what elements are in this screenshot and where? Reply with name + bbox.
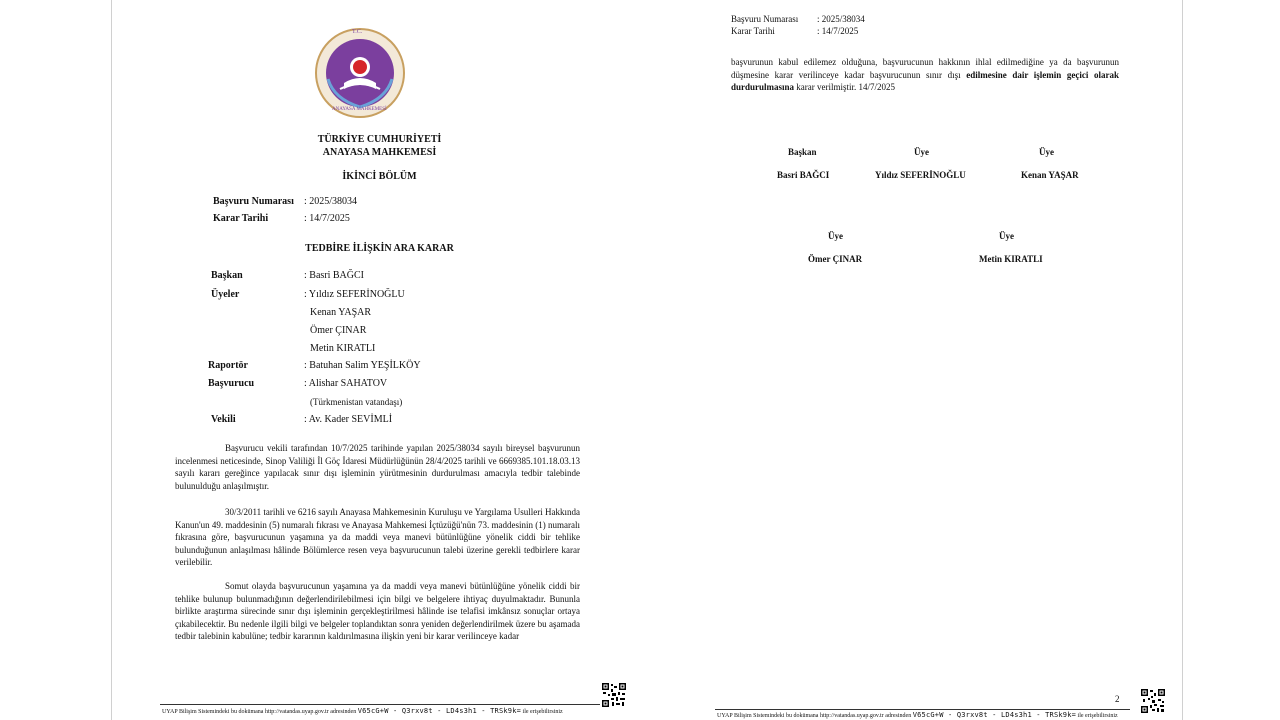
p2-decision-date-label: Karar Tarihi [731, 26, 775, 36]
p2-footer-divider [715, 709, 1130, 710]
application-number-value: : 2025/38034 [304, 196, 358, 207]
paragraph-1: Başvurucu vekili tarafından 10/7/2025 tarihinde yapılan 2025/38034 sayılı bireysel başvurunun incelenmesi neticesinde, Sinop Valiliği İl Göç İdaresi Müdürlüğünün 28/4/2025 tarihli ve 6669385.101.18.03.13 sayılı kararı gereğince yapılacak sınır dışı işleminin yürütmesinin durdurulması amacıyla tedbir talebinde bulunulduğu anlaşılmıştır. [175, 443, 580, 491]
attorney-value: : Av. Kader SEVİMLİ [304, 414, 393, 425]
header-republic: TÜRKİYE CUMHURİYETİ [317, 134, 442, 145]
qr-code-icon [1140, 688, 1166, 714]
signature-name-member-2: Kenan YAŞAR [1021, 170, 1079, 180]
footer-code: V65cG+W - Q3rxv8t - LD4s3h1 - TRSk9k= [357, 707, 522, 715]
p2-application-number-label: Başvuru Numarası [731, 14, 799, 24]
signature-name-member-3: Ömer ÇINAR [808, 254, 863, 264]
section-title: İKİNCİ BÖLÜM [342, 171, 417, 182]
president-value: : Basri BAĞCI [304, 270, 364, 281]
signature-role-president: Başkan [788, 147, 817, 157]
p2-footer-code: V65cG+W - Q3rxv8t - LD4s3h1 - TRSk9k= [912, 711, 1077, 719]
rapporteur-label: Raportör [208, 360, 248, 371]
signature-role-member-3: Üye [828, 231, 843, 241]
decision-date-label: Karar Tarihi [213, 213, 269, 224]
document-page-1 [111, 0, 648, 720]
signature-role-member-2: Üye [1039, 147, 1054, 157]
signature-role-member-1: Üye [914, 147, 929, 157]
page-number: 2 [1115, 694, 1120, 704]
decision-title: TEDBİRE İLİŞKİN ARA KARAR [305, 243, 454, 254]
p2-footer-suffix: ile erişebilirsiniz [1077, 713, 1118, 719]
p2-footer-prefix: UYAP Bilişim Sistemindeki bu dokümana http://vatandas.uyap.gov.tr adresinden [717, 713, 912, 719]
member-3: Ömer ÇINAR [310, 325, 367, 336]
member-2: Kenan YAŞAR [310, 307, 372, 318]
header-court: ANAYASA MAHKEMESİ [322, 147, 437, 158]
footer-divider [160, 704, 600, 705]
member-4: Metin KIRATLI [310, 343, 376, 354]
members-label: Üyeler [211, 289, 240, 300]
constitutional-court-emblem [314, 27, 406, 119]
signature-name-member-4: Metin KIRATLI [979, 254, 1043, 264]
applicant-label: Başvurucu [208, 378, 255, 389]
footer-prefix: UYAP Bilişim Sistemindeki bu dokümana http://vatandas.uyap.gov.tr adresinden [162, 709, 357, 715]
signature-role-member-4: Üye [999, 231, 1014, 241]
paragraph-3: Somut olayda başvurucunun yaşamına ya da maddi veya manevi bütünlüğüne yönelik ciddi bir tehlike bulunup bulunmadığının değerlendirilebilmesi için bilgi ve belgelere ihtiyaç duyulmaktadır. Bununla birlikte araştırma sürecinde sınır dışı işleminin gerçekleştirilmesi hâlinde ise telafisi imkânsız sonuçlar ortaya çıkabilecektir. Bu nedenle ilgili bilgi ve belgeler toplandıktan sonra yeniden değerlendirilmek üzere bu aşamada tedbir talebinin kabulüne; tedbir kararının kaldırılmasına ilişkin yeni bir karar verilinceye kadar [175, 581, 580, 642]
p2-footer-verification [717, 711, 1118, 719]
attorney-label: Vekili [211, 414, 236, 425]
signature-name-member-1: Yıldız SEFERİNOĞLU [875, 170, 966, 180]
decision-date-value: : 14/7/2025 [304, 213, 350, 224]
footer-suffix: ile erişebilirsiniz [522, 709, 563, 715]
footer-verification [162, 707, 563, 715]
signature-name-president: Basri BAĞCI [777, 170, 830, 180]
emblem-bottom-text: ANAYASA MAHKEMESİ [332, 107, 387, 112]
applicant-value: : Alishar SAHATOV [304, 378, 388, 389]
rapporteur-value: : Batuhan Salim YEŞİLKÖY [304, 360, 421, 371]
p2-decision-date-value: : 14/7/2025 [817, 26, 859, 36]
qr-code-icon [601, 682, 627, 708]
emblem-top-text: T.C. [352, 29, 363, 35]
paragraph-2: 30/3/2011 tarihli ve 6216 sayılı Anayasa Mahkemesinin Kuruluşu ve Yargılama Usulleri Hakkında Kanun'un 49. maddesinin (5) numaralı fıkrası ve Anayasa Mahkemesi İçtüzüğü'nün 73. maddesinin (1) numaralı fıkrasına göre, başvurucunun yaşamına ya da maddi veya manevi bütünlüğüne yönelik ciddi bir tehlike bulunduğunun anlaşılması hâlinde Bölümlerce resen veya başvurucunun talebi üzerine gerekli tedbirlere karar verilebilir. [175, 507, 580, 568]
p2-continuation-paragraph: başvurunun kabul edilemez olduğuna, başvurucunun hakkının ihlal edilmediğine ya da başvurunun düşmesine karar verilinceye kadar başvurucunun sınır dışı edilmesine dair işlemin geçici olarak durdurulmasına karar verilmiştir. 14/7/2025 [731, 57, 1120, 93]
application-number-label: Başvuru Numarası [213, 196, 294, 207]
president-label: Başkan [211, 270, 243, 281]
member-1: : Yıldız SEFERİNOĞLU [304, 289, 405, 300]
document-page-2 [647, 0, 1183, 720]
applicant-nationality: (Türkmenistan vatandaşı) [310, 397, 403, 407]
p2-application-number-value: : 2025/38034 [817, 14, 865, 24]
